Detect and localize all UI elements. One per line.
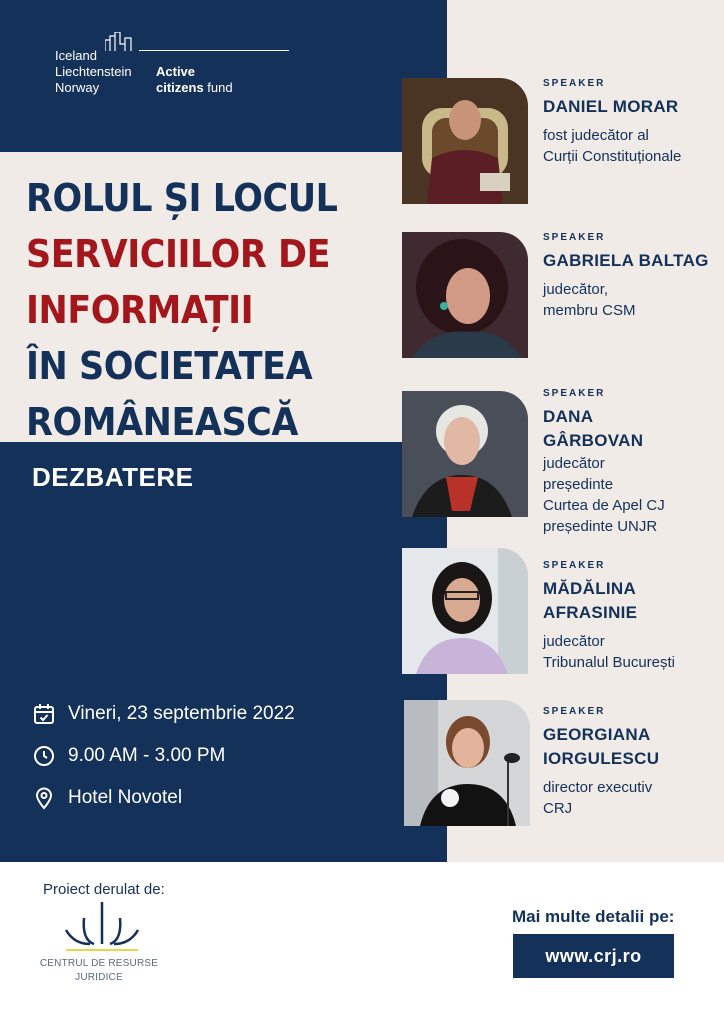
event-location — [32, 786, 182, 810]
speaker-photo — [404, 700, 530, 826]
title-line-5: ROMÂNEASCĂ — [26, 400, 298, 444]
speaker-description: judecător, membru CSM — [543, 281, 636, 319]
speaker-description: director executiv CRJ — [543, 779, 653, 817]
calendar-icon — [32, 702, 56, 726]
title-line-4: ÎN SOCIETATEA — [26, 344, 313, 388]
speaker-role: SPEAKER — [543, 78, 606, 89]
speaker-name: DANIEL MORAR — [543, 97, 679, 116]
location-pin-icon — [32, 786, 56, 810]
speaker-name: MĂDĂLINA AFRASINIE — [543, 579, 638, 622]
speaker-photo — [402, 232, 528, 358]
clock-icon — [32, 744, 56, 768]
website-link[interactable]: www.crj.ro — [513, 934, 674, 978]
logo-country-liechtenstein: Liechtenstein — [55, 64, 132, 79]
speaker-description: fost judecător al Curții Constituționale — [543, 127, 682, 165]
active-citizens-fund-logo — [55, 30, 245, 100]
logo-country-iceland: Iceland — [55, 48, 97, 63]
crj-organization-name: CENTRUL DE RESURSE JURIDICE — [39, 958, 159, 983]
event-location-text: Hotel Novotel — [68, 787, 183, 808]
logo-country-norway: Norway — [55, 80, 100, 95]
title-line-3: INFORMAȚII — [26, 288, 254, 332]
speaker-name: GABRIELA BALTAG — [543, 251, 709, 270]
logo-fund-line2: citizens fund — [156, 80, 233, 95]
speaker-role: SPEAKER — [543, 232, 606, 243]
event-title — [26, 170, 338, 450]
speaker-role: SPEAKER — [543, 560, 606, 571]
logo-rule — [139, 50, 289, 51]
speaker-photo — [402, 548, 528, 674]
event-type: DEZBATERE — [32, 462, 194, 492]
title-line-2: SERVICIILOR DE — [26, 232, 331, 276]
speaker-photo — [402, 391, 528, 517]
event-date — [32, 702, 295, 726]
event-date-text: Vineri, 23 septembrie 2022 — [68, 703, 295, 724]
skyline-icon — [105, 32, 145, 52]
event-time — [32, 744, 225, 768]
speaker-description: judecător Tribunalul București — [543, 633, 676, 671]
speaker-role: SPEAKER — [543, 706, 606, 717]
speaker-description: judecător președinte Curtea de Apel CJ președinte UNJR — [543, 455, 665, 535]
project-label: Proiect derulat de: — [43, 881, 165, 898]
event-time-text: 9.00 AM - 3.00 PM — [68, 745, 226, 766]
more-details-label: Mai multe detalii pe: — [512, 907, 675, 926]
speaker-photo — [402, 78, 528, 204]
speaker-role: SPEAKER — [543, 388, 606, 399]
title-line-1: ROLUL ȘI LOCUL — [26, 176, 338, 220]
logo-fund-line1: Active — [156, 64, 196, 79]
speaker-name: GEORGIANA IORGULESCU — [543, 725, 660, 768]
speaker-name: DANA GÂRBOVAN — [543, 407, 644, 450]
